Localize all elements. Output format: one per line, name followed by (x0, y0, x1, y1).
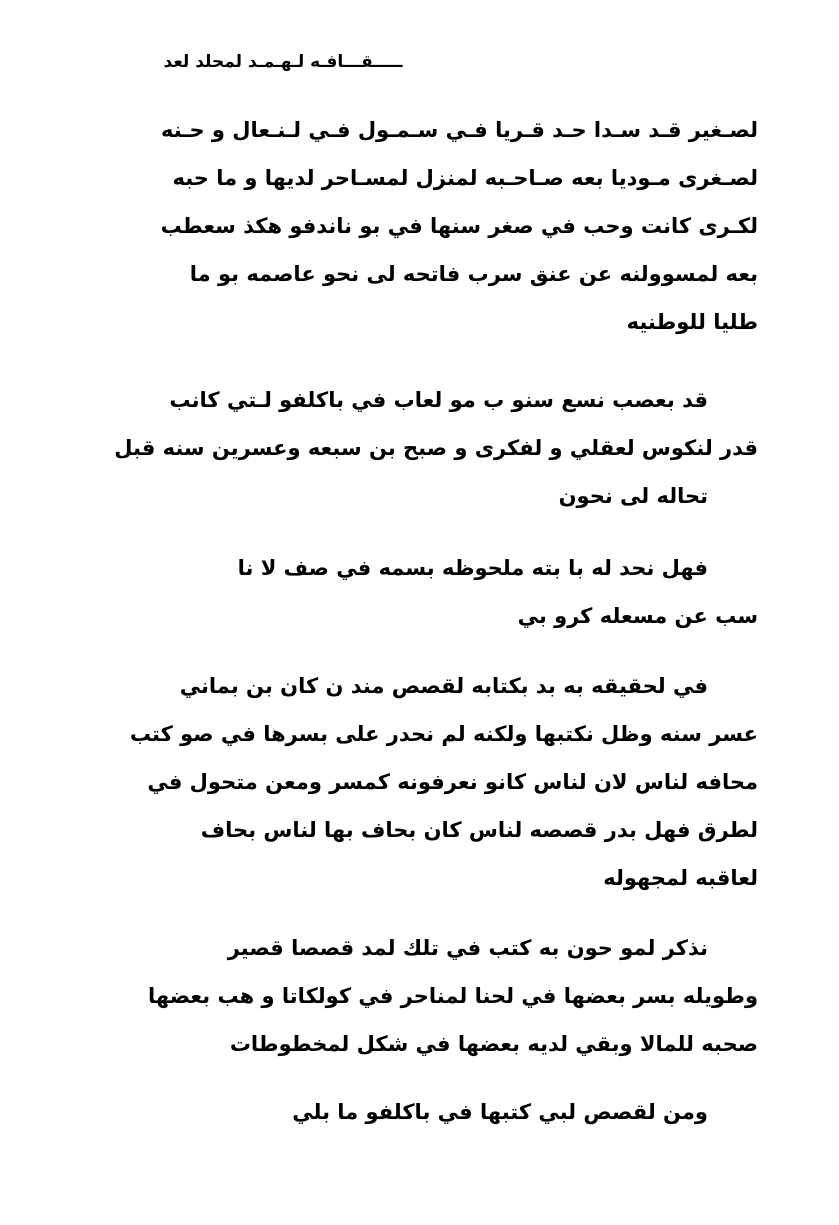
paragraph-5 (90, 924, 758, 1068)
paragraph-1 (90, 106, 758, 346)
text-line: بعه لمسوولنه عن عنق سرب فاتحه لى نحو عاصمه بو ما (189, 262, 758, 286)
text-line: لعاقبه لمجهوله (603, 866, 758, 890)
page-header: ـــــقـــافـه لـهـمـد لمحلد لعد (163, 52, 403, 72)
text-line: سب عن مسعله كرو بي (517, 604, 758, 628)
paragraph-3 (90, 544, 758, 640)
text-line: فهل نحد له با بته ملحوظه بسمه في صف لا نا (237, 556, 708, 580)
text-line: نذكر لمو حون به كتب في تلك لمد قصصا قصير (227, 936, 708, 960)
text-line: تحاله لى نحون (558, 484, 708, 508)
text-line: قدر لنكوس لعقلي و لفكرى و صبح بن سبعه وعسرين سنه قبل (114, 436, 758, 460)
text-line: لصـغير قـد سـدا حـد قـريا فـي سـمـول فـي لـنـعال و حـنه (160, 118, 758, 142)
text-line: لطرق فهل بدر قصصه لناس كان بحاف بها لناس بحاف (200, 818, 758, 842)
text-line: عسر سنه وظل نكتبها ولكنه لم نحدر على بسرها في صو كتب (129, 722, 758, 746)
paragraph-6 (90, 1088, 758, 1136)
paragraph-2 (90, 376, 758, 520)
text-line: لكـرى كانت وحب في صغر سنها في بو ناندفو هكذ سعطب (160, 214, 758, 238)
text-line: ومن لقصص لبي كتبها في باكلفو ما بلي (292, 1100, 708, 1124)
text-line: في لحقيقه به بد بكتابه لقصص مند ن كان بن بماني (179, 674, 708, 698)
paragraph-4 (90, 662, 758, 902)
text-line: صحبه للمالا وبقي لديه بعضها في شكل لمخطوطات (229, 1032, 758, 1056)
text-line: طليا للوطنيه (626, 310, 758, 334)
text-line: محافه لناس لان لناس كانو نعرفونه كمسر ومعن متحول في (147, 770, 758, 794)
text-line: وطويله بسر بعضها في لحنا لمناحر في كولكاتا و هب بعضها (147, 984, 758, 1008)
text-line: قد بعصب نسع سنو ب مو لعاب في باكلفو لـتي كانب (169, 388, 708, 412)
text-line: لصـغرى مـوديا بعه صـاحـبه لمنزل لمسـاحر لديها و ما حبه (172, 166, 758, 190)
